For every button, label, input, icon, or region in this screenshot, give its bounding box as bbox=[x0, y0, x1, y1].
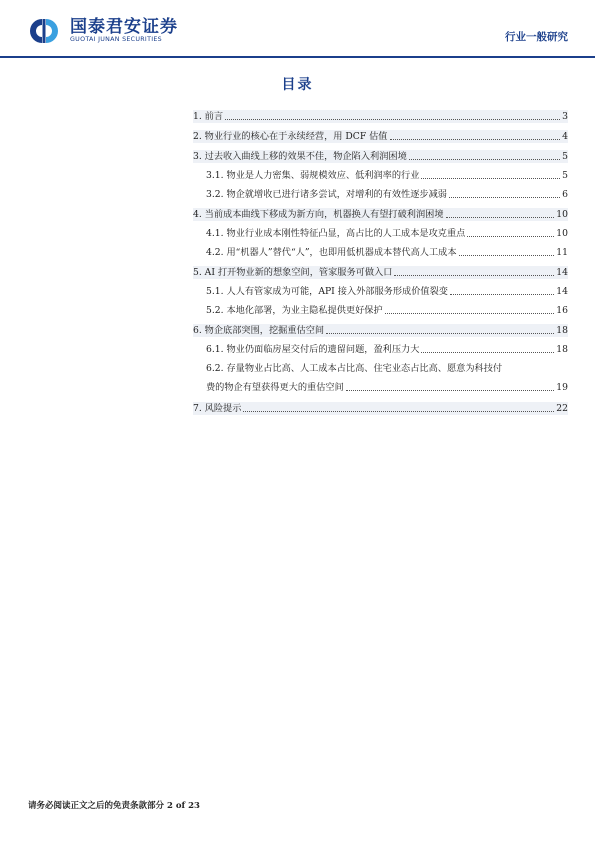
toc-entry[interactable] bbox=[193, 362, 568, 394]
toc-entry-label: 6.2. 存量物业占比高、人工成本占比高、住宅业态占比高、愿意为科技付 bbox=[206, 363, 503, 374]
toc-page-number: 10 bbox=[556, 209, 568, 220]
toc-page-number: 6 bbox=[562, 189, 568, 200]
toc-leader-dots bbox=[243, 411, 554, 412]
toc-page-number: 10 bbox=[556, 228, 568, 239]
page-footer: 请务必阅读正文之后的免责条款部分 2 of 23 bbox=[28, 801, 200, 811]
toc-entry[interactable] bbox=[193, 150, 568, 163]
toc-entry[interactable] bbox=[193, 130, 568, 143]
toc-leader-dots bbox=[459, 255, 555, 256]
toc-entry-label: 1. 前言 bbox=[193, 111, 224, 122]
toc-entry-label: 2. 物业行业的核心在于永续经营，用 DCF 估值 bbox=[193, 131, 388, 142]
toc-entry[interactable] bbox=[193, 188, 568, 201]
table-of-contents bbox=[193, 104, 568, 415]
toc-page-number: 16 bbox=[556, 305, 568, 316]
toc-entry-label: 6.1. 物业仍面临房屋交付后的遗留问题，盈利压力大 bbox=[206, 344, 420, 355]
toc-leader-dots bbox=[326, 333, 554, 334]
toc-leader-dots bbox=[394, 275, 554, 276]
toc-title: 目录 bbox=[281, 77, 314, 93]
toc-leader-dots bbox=[390, 139, 561, 140]
toc-entry-label: 5.1. 人人有管家成为可能，API 接入外部服务形成价值裂变 bbox=[206, 286, 448, 297]
toc-entry[interactable] bbox=[193, 324, 568, 337]
toc-leader-dots bbox=[409, 159, 560, 160]
toc-entry[interactable] bbox=[193, 402, 568, 415]
toc-page-number: 14 bbox=[556, 267, 568, 278]
toc-page-number: 18 bbox=[556, 325, 568, 336]
toc-page-number: 11 bbox=[556, 247, 568, 258]
toc-entry[interactable] bbox=[193, 169, 568, 182]
toc-entry-label: 5. AI 打开物业新的想象空间，管家服务可做入口 bbox=[193, 267, 393, 278]
toc-leader-dots bbox=[467, 236, 554, 237]
toc-leader-dots bbox=[385, 313, 555, 314]
toc-page-number: 5 bbox=[562, 170, 568, 181]
toc-entry-label: 4. 当前成本曲线下移成为新方向，机器换人有望打破利润困境 bbox=[193, 209, 444, 220]
toc-entry-label: 3. 过去收入曲线上移的效果不佳，物企陷入利润困境 bbox=[193, 151, 407, 162]
logo-name-en: GUOTAI JUNAN SECURITIES bbox=[70, 36, 162, 43]
toc-leader-dots bbox=[450, 294, 554, 295]
toc-page-number: 14 bbox=[556, 286, 568, 297]
company-logo bbox=[28, 17, 178, 45]
toc-entry[interactable] bbox=[193, 266, 568, 279]
toc-entry[interactable] bbox=[193, 227, 568, 240]
toc-leader-dots bbox=[421, 352, 554, 353]
toc-entry-label-continued: 费的物企有望获得更大的重估空间 bbox=[206, 382, 344, 393]
toc-leader-dots bbox=[421, 178, 560, 179]
toc-leader-dots bbox=[449, 197, 560, 198]
toc-leader-dots bbox=[346, 390, 554, 391]
page-header bbox=[0, 0, 595, 58]
toc-entry-label: 5.2. 本地化部署，为业主隐私提供更好保护 bbox=[206, 305, 383, 316]
toc-entry-label: 7. 风险提示 bbox=[193, 403, 242, 414]
toc-page-number: 19 bbox=[556, 382, 568, 393]
report-type-label: 行业一般研究 bbox=[505, 31, 568, 43]
toc-entry-label: 3.2. 物企就增收已进行诸多尝试，对增利的有效性逐步减弱 bbox=[206, 189, 447, 200]
toc-page-number: 22 bbox=[556, 403, 568, 414]
toc-entry-label: 4.2. 用“机器人”替代“人”，也即用低机器成本替代高人工成本 bbox=[206, 247, 457, 258]
toc-entry[interactable] bbox=[193, 110, 568, 123]
toc-entry-label: 3.1. 物业是人力密集、弱规模效应、低利润率的行业 bbox=[206, 170, 420, 181]
toc-entry[interactable] bbox=[193, 285, 568, 298]
toc-page-number: 18 bbox=[556, 344, 568, 355]
toc-leader-dots bbox=[225, 119, 560, 120]
toc-page-number: 3 bbox=[562, 111, 568, 122]
logo-mark-icon bbox=[28, 17, 64, 45]
header-divider bbox=[0, 56, 595, 58]
toc-entry-label: 6. 物企底部突围，挖掘重估空间 bbox=[193, 325, 325, 336]
toc-entry[interactable] bbox=[193, 304, 568, 317]
toc-entry[interactable] bbox=[193, 246, 568, 259]
logo-name-cn: 国泰君安证券 bbox=[70, 17, 178, 37]
toc-leader-dots bbox=[446, 217, 555, 218]
toc-entry[interactable] bbox=[193, 208, 568, 221]
toc-page-number: 5 bbox=[562, 151, 568, 162]
toc-entry[interactable] bbox=[193, 343, 568, 356]
toc-page-number: 4 bbox=[562, 131, 568, 142]
toc-entry-label: 4.1. 物业行业成本刚性特征凸显，高占比的人工成本是攻克重点 bbox=[206, 228, 466, 239]
